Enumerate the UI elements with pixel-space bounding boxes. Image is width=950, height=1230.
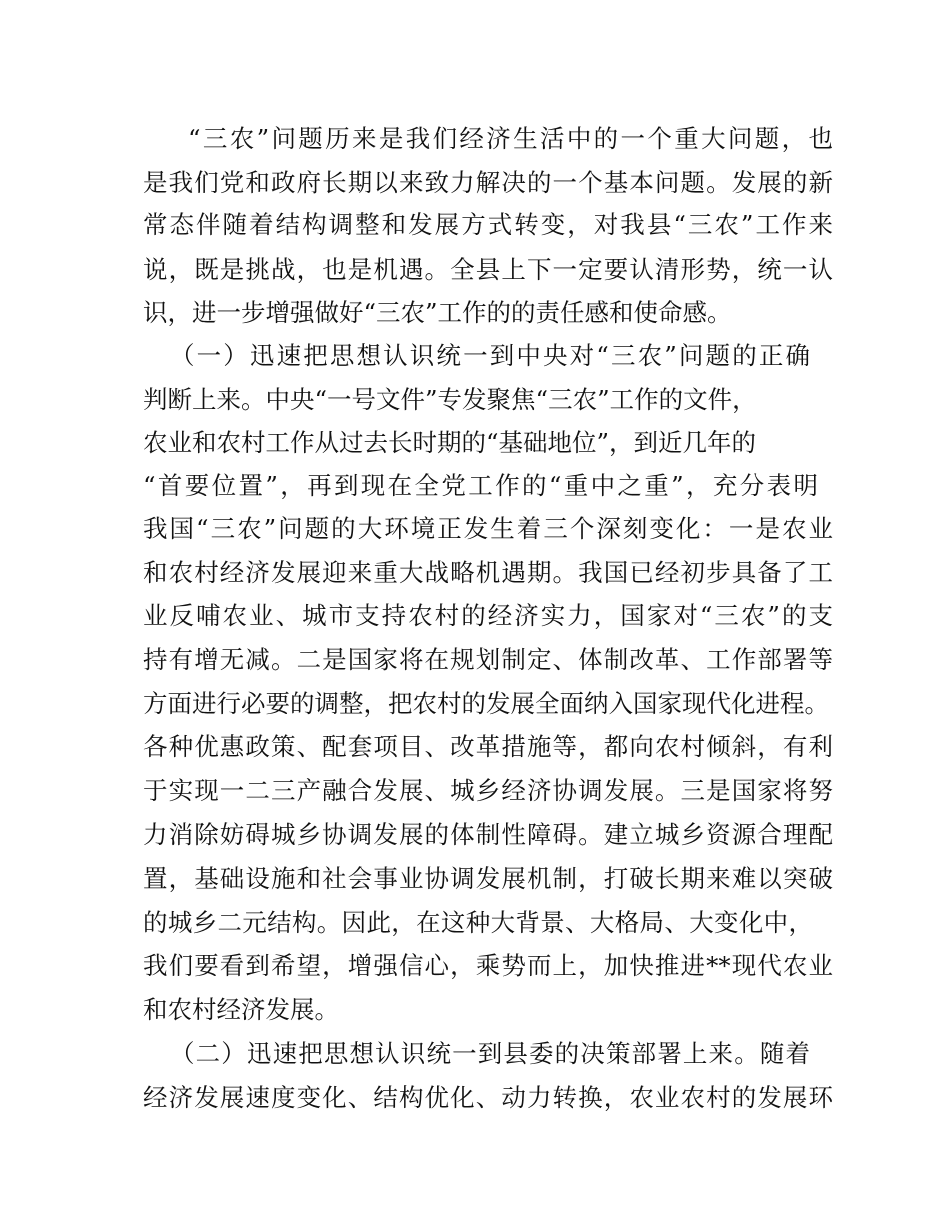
paragraph-line: 说，既是挑战，也是机遇。全县上下一定要认清形势，统一认 <box>143 255 833 284</box>
paragraph-line: 农业和农村工作从过去长时期的“基础地位”，到近几年的 <box>143 428 757 457</box>
section-heading-line: （二）迅速把思想认识统一到县委的决策部署上来。随着 <box>170 1039 810 1068</box>
paragraph-line: 是我们党和政府长期以来致力解决的一个基本问题。发展的新 <box>143 168 833 197</box>
paragraph-line: 置，基础设施和社会事业协调发展机制，打破长期来难以突破 <box>143 864 833 893</box>
paragraph-line: 业反哺农业、城市支持农村的经济实力，国家对“三农”的支 <box>143 601 833 630</box>
paragraph-line: 于实现一二三产融合发展、城乡经济协调发展。三是国家将努 <box>143 776 833 805</box>
paragraph-line: 经济发展速度变化、结构优化、动力转换，农业农村的发展环 <box>143 1083 833 1112</box>
paragraph-line: 识，进一步增强做好“三农”工作的的责任感和使命感。 <box>143 298 732 327</box>
paragraph-line: “首要位置”，再到现在全党工作的“重中之重”，充分表明 <box>143 471 818 500</box>
paragraph-line: 的城乡二元结构。因此，在这种大背景、大格局、大变化中， <box>143 908 813 937</box>
paragraph-line: 各种优惠政策、配套项目、改革措施等，都向农村倾斜，有利 <box>143 732 833 761</box>
paragraph-line: 和农村经济发展迎来重大战略机遇期。我国已经初步具备了工 <box>143 558 833 587</box>
paragraph-line: 我们要看到希望，增强信心，乘势而上，加快推进**现代农业 <box>143 951 833 980</box>
paragraph-line: 力消除妨碍城乡协调发展的体制性障碍。建立城乡资源合理配 <box>143 820 833 849</box>
paragraph-line: 和农村经济发展。 <box>143 995 339 1024</box>
paragraph-line: 方面进行必要的调整，把农村的发展全面纳入国家现代化进程。 <box>143 689 829 718</box>
section-heading-line: （一）迅速把思想认识统一到中央对“三农”问题的正确 <box>170 341 810 370</box>
paragraph-line: 判断上来。中央“一号文件”专发聚焦“三农”工作的文件， <box>143 385 757 414</box>
paragraph-line: 持有增无减。二是国家将在规划制定、体制改革、工作部署等 <box>143 645 833 674</box>
paragraph-line: 常态伴随着结构调整和发展方式转变，对我县“三农”工作来 <box>143 210 833 239</box>
paragraph-line: “三农”问题历来是我们经济生活中的一个重大问题，也 <box>188 124 833 153</box>
paragraph-line: 我国“三农”问题的大环境正发生着三个深刻变化：一是农业 <box>143 514 833 543</box>
